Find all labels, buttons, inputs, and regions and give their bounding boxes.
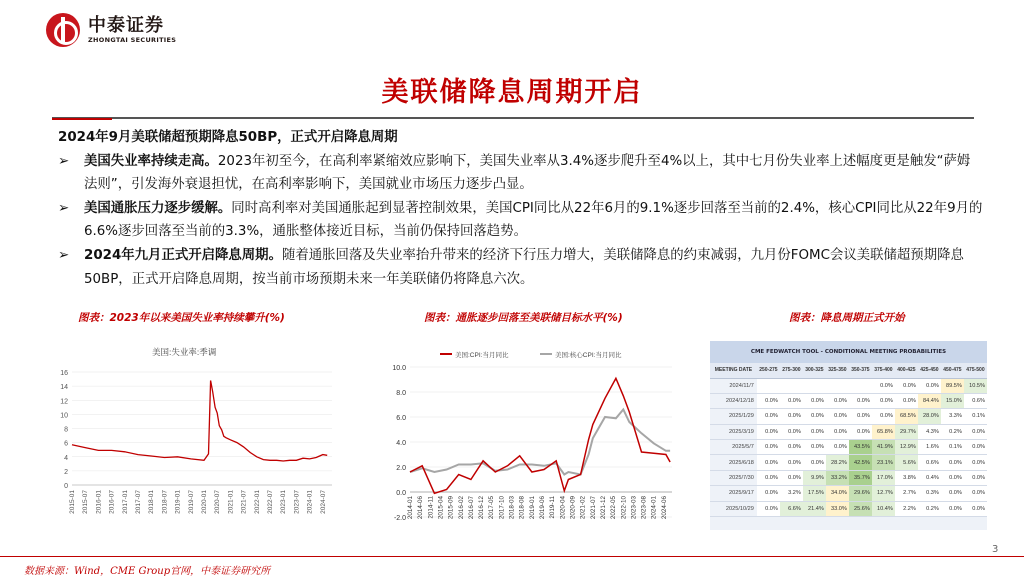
y-tick-label: 0.0: [396, 490, 406, 497]
meeting-date-cell: 2025/1/29: [710, 409, 757, 424]
meeting-date-cell: 2025/10/29: [710, 501, 757, 516]
x-tick-label: 2021-07: [240, 490, 248, 514]
x-tick-label: 2014-01: [407, 496, 414, 520]
probability-cell: 12.7%: [872, 486, 895, 501]
table-row: [710, 470, 987, 485]
probability-cell: 17.0%: [872, 470, 895, 485]
probability-cell: 0.0%: [826, 440, 849, 455]
x-tick-label: 2022-01: [253, 490, 261, 514]
probability-cell: 0.0%: [895, 393, 918, 408]
probability-cell: 0.0%: [918, 378, 941, 393]
probability-cell: 0.0%: [803, 409, 826, 424]
x-tick-label: 2020-07: [214, 490, 222, 514]
x-tick-label: 2022-05: [610, 496, 618, 520]
legend-core-label: 美国:核心CPI:当月同比: [555, 352, 622, 359]
x-tick-label: 2016-01: [95, 490, 103, 514]
arrow-bullet-icon: ➢: [58, 247, 70, 263]
y-tick-label: -2.0: [393, 515, 406, 522]
bullet-unemployment: ➢ 美国失业率持续走高。2023年初至今，在高利率紧缩效应影响下，美国失业率从3.4%逐步爬升至4%以上，其中七月份失业率上述幅度更是触发“萨姆法则”，引发海外衰退担忧，在高利率影响下，美国就业市场压力逐步凸显。: [58, 150, 983, 197]
probability-cell: 5.6%: [895, 455, 918, 470]
title-divider-accent: [52, 118, 112, 120]
probability-cell: 0.0%: [780, 424, 803, 439]
probability-cell: 0.0%: [964, 470, 987, 485]
column-header-range: 425-450: [918, 363, 941, 378]
column-header-range: 250-275: [757, 363, 780, 378]
logo-en: ZHONGTAI SECURITIES: [88, 36, 177, 44]
probability-cell: 6.6%: [780, 501, 803, 516]
column-header-range: 475-500: [964, 363, 987, 378]
unemployment-line: [72, 381, 327, 462]
column-header-range: 325-350: [826, 363, 849, 378]
probability-cell: 0.0%: [964, 486, 987, 501]
probability-cell: 0.0%: [757, 455, 780, 470]
probability-cell: 0.0%: [849, 424, 872, 439]
probability-cell: 17.5%: [803, 486, 826, 501]
table-row: [710, 378, 987, 393]
probability-cell: 10.5%: [964, 378, 987, 393]
x-tick-label: 2017-01: [121, 490, 129, 514]
probability-cell: 0.0%: [803, 440, 826, 455]
table-row: [710, 409, 987, 424]
y-tick-label: 4.0: [396, 440, 406, 447]
chart-title: 美国:失业率:季调: [152, 347, 217, 357]
probability-cell: 0.0%: [941, 486, 964, 501]
probability-cell: 0.0%: [941, 501, 964, 516]
probability-cell: 9.9%: [803, 470, 826, 485]
meeting-date-cell: 2025/3/19: [710, 424, 757, 439]
x-tick-label: 2023-03: [630, 496, 638, 520]
probability-cell: 10.4%: [872, 501, 895, 516]
title-divider: [52, 117, 974, 119]
x-tick-label: 2019-06: [539, 496, 547, 520]
x-tick-label: 2015-09: [447, 496, 455, 520]
probability-cell: 0.0%: [941, 470, 964, 485]
probability-cell: 0.6%: [964, 393, 987, 408]
probability-cell: 23.1%: [872, 455, 895, 470]
x-tick-label: 2020-09: [569, 496, 577, 520]
probability-cell: 2.7%: [895, 486, 918, 501]
y-tick-label: 12: [60, 398, 68, 406]
probability-cell: 43.5%: [849, 440, 872, 455]
probability-cell: 0.3%: [918, 486, 941, 501]
probability-cell: 0.0%: [757, 440, 780, 455]
x-tick-label: 2024-06: [660, 496, 668, 520]
x-tick-label: 2018-03: [508, 496, 516, 520]
x-tick-label: 2018-01: [148, 490, 156, 514]
probability-cell: [826, 378, 849, 393]
x-tick-label: 2021-01: [227, 490, 235, 514]
probability-cell: 41.9%: [872, 440, 895, 455]
table-row: [710, 440, 987, 455]
y-tick-label: 2.0: [396, 465, 406, 472]
probability-cell: [803, 378, 826, 393]
probability-cell: 0.4%: [918, 470, 941, 485]
bullet-rate-cut: ➢ 2024年九月正式开启降息周期。随着通胀回落及失业率抬升带来的经济下行压力增大，美联储降息的约束减弱，九月份FOMC会议美联储超预期降息50BP，正式开启降息周期，按当前市场预期未来一年美联储仍将降息六次。: [58, 244, 983, 291]
probability-cell: [849, 378, 872, 393]
x-tick-label: 2016-07: [467, 496, 475, 520]
probability-cell: 0.0%: [780, 409, 803, 424]
probability-cell: 0.0%: [895, 378, 918, 393]
x-tick-label: 2019-07: [187, 490, 195, 514]
x-tick-label: 2017-07: [134, 490, 142, 514]
probability-cell: 42.5%: [849, 455, 872, 470]
column-header-range: 275-300: [780, 363, 803, 378]
probability-cell: 0.1%: [964, 409, 987, 424]
meeting-date-cell: 2025/6/18: [710, 455, 757, 470]
probability-cell: 34.0%: [826, 486, 849, 501]
x-tick-label: 2019-01: [528, 496, 536, 520]
probability-cell: 0.0%: [872, 409, 895, 424]
fedwatch-table-header: CME FEDWATCH TOOL - CONDITIONAL MEETING PROBABILITIES: [710, 341, 987, 363]
probability-cell: 68.5%: [895, 409, 918, 424]
probability-cell: 0.0%: [826, 409, 849, 424]
x-tick-label: 2021-07: [589, 496, 597, 520]
probability-cell: [780, 378, 803, 393]
probability-cell: 0.0%: [757, 393, 780, 408]
x-tick-label: 2015-01: [69, 490, 76, 514]
legend-cpi-label: 美国:CPI:当月同比: [455, 352, 509, 359]
column-header-range: 300-325: [803, 363, 826, 378]
footer-divider: [0, 556, 1024, 557]
y-tick-label: 0: [64, 483, 68, 490]
x-tick-label: 2022-10: [620, 496, 628, 520]
x-tick-label: 2020-01: [200, 490, 208, 514]
y-tick-label: 4: [64, 454, 68, 462]
y-tick-label: 10: [60, 412, 68, 420]
column-header-date: MEETING DATE: [710, 363, 757, 378]
table-row: [710, 393, 987, 408]
y-tick-label: 6: [64, 440, 68, 448]
probability-cell: 25.6%: [849, 501, 872, 516]
probability-cell: 15.0%: [941, 393, 964, 408]
column-header-range: 375-400: [872, 363, 895, 378]
x-tick-label: 2017-10: [498, 496, 506, 520]
x-tick-label: 2023-08: [640, 496, 648, 520]
x-tick-label: 2023-07: [293, 490, 301, 514]
meeting-date-cell: 2024/11/7: [710, 378, 757, 393]
x-tick-label: 2015-04: [437, 496, 445, 520]
x-tick-label: 2020-04: [559, 496, 567, 520]
probability-cell: 0.0%: [964, 501, 987, 516]
probability-cell: 0.0%: [757, 424, 780, 439]
column-header-range: 400-425: [895, 363, 918, 378]
logo-mark-icon: [46, 13, 80, 47]
column-header-range: 350-375: [849, 363, 872, 378]
x-tick-label: 2018-08: [518, 496, 526, 520]
cpi-line: [410, 378, 670, 493]
probability-cell: 29.7%: [895, 424, 918, 439]
probability-cell: 0.0%: [757, 409, 780, 424]
probability-cell: 33.0%: [826, 501, 849, 516]
table-row: [710, 486, 987, 501]
meeting-date-cell: 2025/5/7: [710, 440, 757, 455]
y-tick-label: 14: [60, 384, 68, 392]
probability-cell: 0.0%: [780, 440, 803, 455]
probability-cell: 0.0%: [964, 424, 987, 439]
probability-cell: 0.0%: [964, 440, 987, 455]
x-tick-label: 2021-12: [599, 496, 607, 520]
meeting-date-cell: 2025/7/30: [710, 470, 757, 485]
probability-cell: 28.0%: [918, 409, 941, 424]
x-tick-label: 2022-07: [266, 490, 274, 514]
probability-cell: 0.0%: [941, 455, 964, 470]
probability-cell: 2.2%: [895, 501, 918, 516]
probability-cell: 0.0%: [803, 424, 826, 439]
probability-cell: 0.0%: [872, 393, 895, 408]
caption-unemployment-chart: 图表：2023年以来美国失业率持续攀升(%): [78, 312, 285, 324]
x-tick-label: 2015-07: [82, 490, 90, 514]
x-tick-label: 2019-11: [549, 496, 557, 519]
x-tick-label: 2014-06: [417, 496, 425, 520]
arrow-bullet-icon: ➢: [58, 153, 70, 169]
table-row: [710, 501, 987, 516]
probability-cell: 3.3%: [941, 409, 964, 424]
probability-cell: 0.6%: [918, 455, 941, 470]
x-tick-label: 2014-11: [427, 496, 435, 519]
probability-cell: [757, 378, 780, 393]
probability-cell: 35.7%: [849, 470, 872, 485]
probability-cell: 0.0%: [757, 486, 780, 501]
probability-cell: 0.0%: [757, 470, 780, 485]
x-tick-label: 2024-01: [650, 496, 658, 520]
probability-cell: 65.8%: [872, 424, 895, 439]
probability-cell: 28.2%: [826, 455, 849, 470]
x-tick-label: 2024-01: [306, 490, 314, 514]
probability-cell: 0.0%: [849, 393, 872, 408]
probability-cell: 29.6%: [849, 486, 872, 501]
probability-cell: 0.1%: [941, 440, 964, 455]
probability-cell: 0.0%: [872, 378, 895, 393]
x-tick-label: 2024-07: [319, 490, 327, 514]
data-source: 数据来源：Wind，CME Group官网，中泰证券研究所: [24, 566, 271, 576]
probability-cell: 12.9%: [895, 440, 918, 455]
page-number: 3: [992, 544, 999, 555]
probability-cell: 0.2%: [941, 424, 964, 439]
y-tick-label: 8.0: [396, 390, 406, 397]
headline: 2024年9月美联储超预期降息50BP，正式开启降息周期: [58, 130, 398, 145]
bullet-inflation: ➢ 美国通胀压力逐步缓解。同时高利率对美国通胀起到显著控制效果，美国CPI同比从22年6月的9.1%逐步回落至当前的2.4%，核心CPI同比从22年9月的6.6%逐步回落至当前的3.3%，通胀整体接近目标，当前仍保持回落趋势。: [58, 197, 983, 244]
x-tick-label: 2018-07: [161, 490, 169, 514]
body-text: [58, 126, 983, 291]
y-tick-label: 16: [60, 370, 68, 377]
probability-cell: 0.0%: [780, 455, 803, 470]
table-row: [710, 455, 987, 470]
x-tick-label: 2023-01: [280, 490, 288, 514]
y-tick-label: 8: [64, 426, 68, 434]
probability-cell: 0.0%: [780, 470, 803, 485]
probability-cell: 4.3%: [918, 424, 941, 439]
probability-cell: 0.0%: [826, 424, 849, 439]
probability-cell: 0.0%: [757, 501, 780, 516]
x-tick-label: 2017-05: [488, 496, 496, 520]
probability-cell: 0.0%: [780, 393, 803, 408]
company-logo: [46, 10, 176, 50]
y-tick-label: 6.0: [396, 415, 406, 422]
probability-cell: 0.0%: [826, 393, 849, 408]
probability-cell: 0.0%: [803, 393, 826, 408]
probability-cell: 0.0%: [803, 455, 826, 470]
probability-cell: 0.0%: [849, 409, 872, 424]
column-header-range: 450-475: [941, 363, 964, 378]
meeting-date-cell: 2024/12/18: [710, 393, 757, 408]
x-tick-label: 2019-01: [174, 490, 182, 514]
probability-cell: 84.4%: [918, 393, 941, 408]
y-tick-label: 2: [64, 468, 68, 476]
table-row: [710, 424, 987, 439]
x-tick-label: 2016-07: [108, 490, 116, 514]
probability-cell: 3.2%: [780, 486, 803, 501]
unemployment-chart: [50, 335, 340, 540]
y-tick-label: 10.0: [392, 365, 406, 372]
caption-cpi-chart: 图表：通胀逐步回落至美联储目标水平(%): [424, 312, 623, 324]
cpi-chart: [370, 345, 685, 540]
logo-cn: 中泰证券: [88, 15, 164, 36]
probability-cell: 3.8%: [895, 470, 918, 485]
meeting-date-cell: 2025/9/17: [710, 486, 757, 501]
probability-cell: 21.4%: [803, 501, 826, 516]
probability-cell: 1.6%: [918, 440, 941, 455]
x-tick-label: 2016-12: [478, 496, 486, 520]
page-title: 美联储降息周期开启: [381, 77, 643, 108]
x-tick-label: 2021-02: [579, 496, 587, 520]
probability-cell: 89.5%: [941, 378, 964, 393]
arrow-bullet-icon: ➢: [58, 200, 70, 216]
probability-cell: 33.2%: [826, 470, 849, 485]
probability-cell: 0.2%: [918, 501, 941, 516]
x-tick-label: 2016-02: [457, 496, 465, 520]
caption-fedwatch-table: 图表：降息周期正式开始: [789, 312, 905, 324]
fedwatch-table: [710, 341, 987, 530]
probability-cell: 0.0%: [964, 455, 987, 470]
